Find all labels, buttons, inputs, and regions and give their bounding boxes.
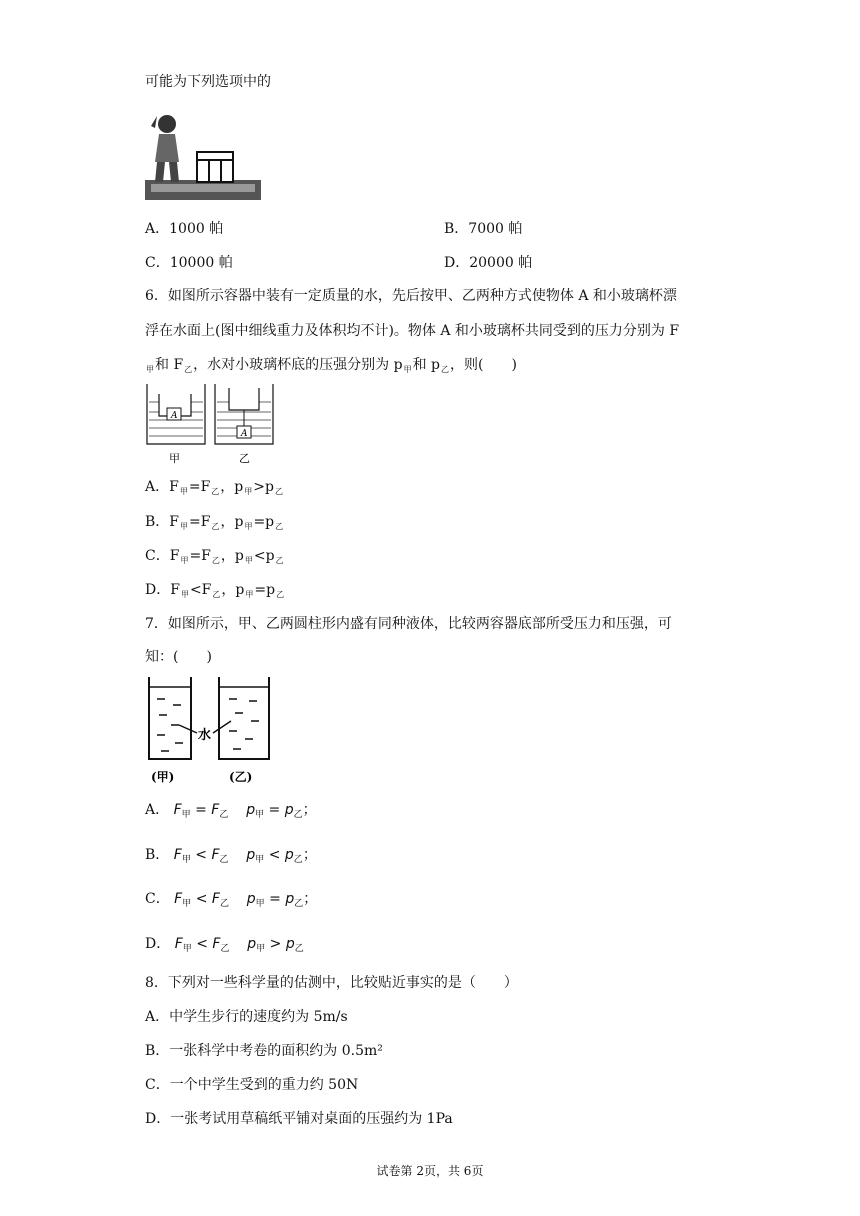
q6-stem-line2: 浮在水面上(图中细线重力及体积均不计)。物体 A 和小玻璃杯共同受到的压力分别为 F bbox=[145, 323, 680, 339]
q8-option-c: C．一个中学生受到的重力约 50N bbox=[145, 1077, 359, 1093]
q5-option-b: B．7000 帕 bbox=[444, 221, 523, 237]
q8-stem: 8．下列对一些科学量的估测中，比较贴近事实的是（ ） bbox=[145, 975, 518, 991]
q7-option-b: B． $F_甲 < F_乙$ $p_甲 < p_乙$； bbox=[145, 847, 317, 865]
q6-stem-line1: 6．如图所示容器中装有一定质量的水，先后按甲、乙两种方式使物体 A 和小玻璃杯漂 bbox=[145, 288, 677, 304]
q5-option-a: A．1000 帕 bbox=[145, 221, 224, 237]
q5-option-d: D．20000 帕 bbox=[444, 255, 533, 271]
q6-option-a: A．$F_甲=F_乙$，$p_甲>p_乙$ bbox=[145, 479, 283, 496]
q6-option-c: C．$F_甲=F_乙$，$p_甲<p_乙$ bbox=[145, 548, 284, 565]
q7-fig-caption-right: (乙) bbox=[229, 770, 253, 784]
q7-stem-line1: 7．如图所示，甲、乙两圆柱形内盛有同种液体，比较两容器底部所受压力和压强，可 bbox=[145, 616, 672, 632]
q5-option-c: C．10000 帕 bbox=[145, 255, 233, 271]
q6-fig-caption-left: 甲 bbox=[169, 452, 180, 465]
q6-option-b: B．$F_甲=F_乙$，$p_甲=p_乙$ bbox=[145, 514, 284, 531]
q6-fig-label-a2: A bbox=[241, 429, 248, 439]
q7-fig-water-label: 水 bbox=[198, 728, 212, 743]
q7-fig-caption-left: (甲) bbox=[151, 770, 175, 784]
q7-cylinders-figure bbox=[145, 675, 275, 787]
q6-stem-line3: $_甲$和 $F_乙$，水对小玻璃杯底的压强分别为 $p_甲$和 $p_乙$，则( ) bbox=[146, 357, 517, 374]
q6-option-d: D．$F_甲<F_乙$，$p_甲=p_乙$ bbox=[145, 582, 285, 599]
q6-fig-label-a: A bbox=[171, 411, 178, 421]
q8-option-b: B．一张科学中考卷的面积约为 0.5m² bbox=[145, 1043, 383, 1059]
q7-option-c: C． $F_甲 < F_乙$ $p_甲 = p_乙$； bbox=[145, 891, 318, 909]
q6-fig-caption-right: 乙 bbox=[239, 452, 250, 465]
q6-container-figure bbox=[145, 382, 275, 472]
q7-stem-line2: 知：( ) bbox=[145, 649, 212, 665]
q7-option-a: A． $F_甲 = F_乙$ $p_甲 = p_乙$； bbox=[145, 802, 317, 820]
person-box-figure bbox=[145, 110, 263, 202]
q7-option-d: D． $F_甲 < F_乙$ $p_甲 > p_乙$ bbox=[145, 936, 304, 954]
question-continuation: 可能为下列选项中的 bbox=[145, 74, 271, 90]
page-footer: 试卷第 2页，共 6页 bbox=[376, 1164, 484, 1178]
q8-option-d: D．一张考试用草稿纸平铺对桌面的压强约为 1Pa bbox=[145, 1111, 453, 1127]
q8-option-a: A．中学生步行的速度约为 5m/s bbox=[145, 1009, 348, 1025]
